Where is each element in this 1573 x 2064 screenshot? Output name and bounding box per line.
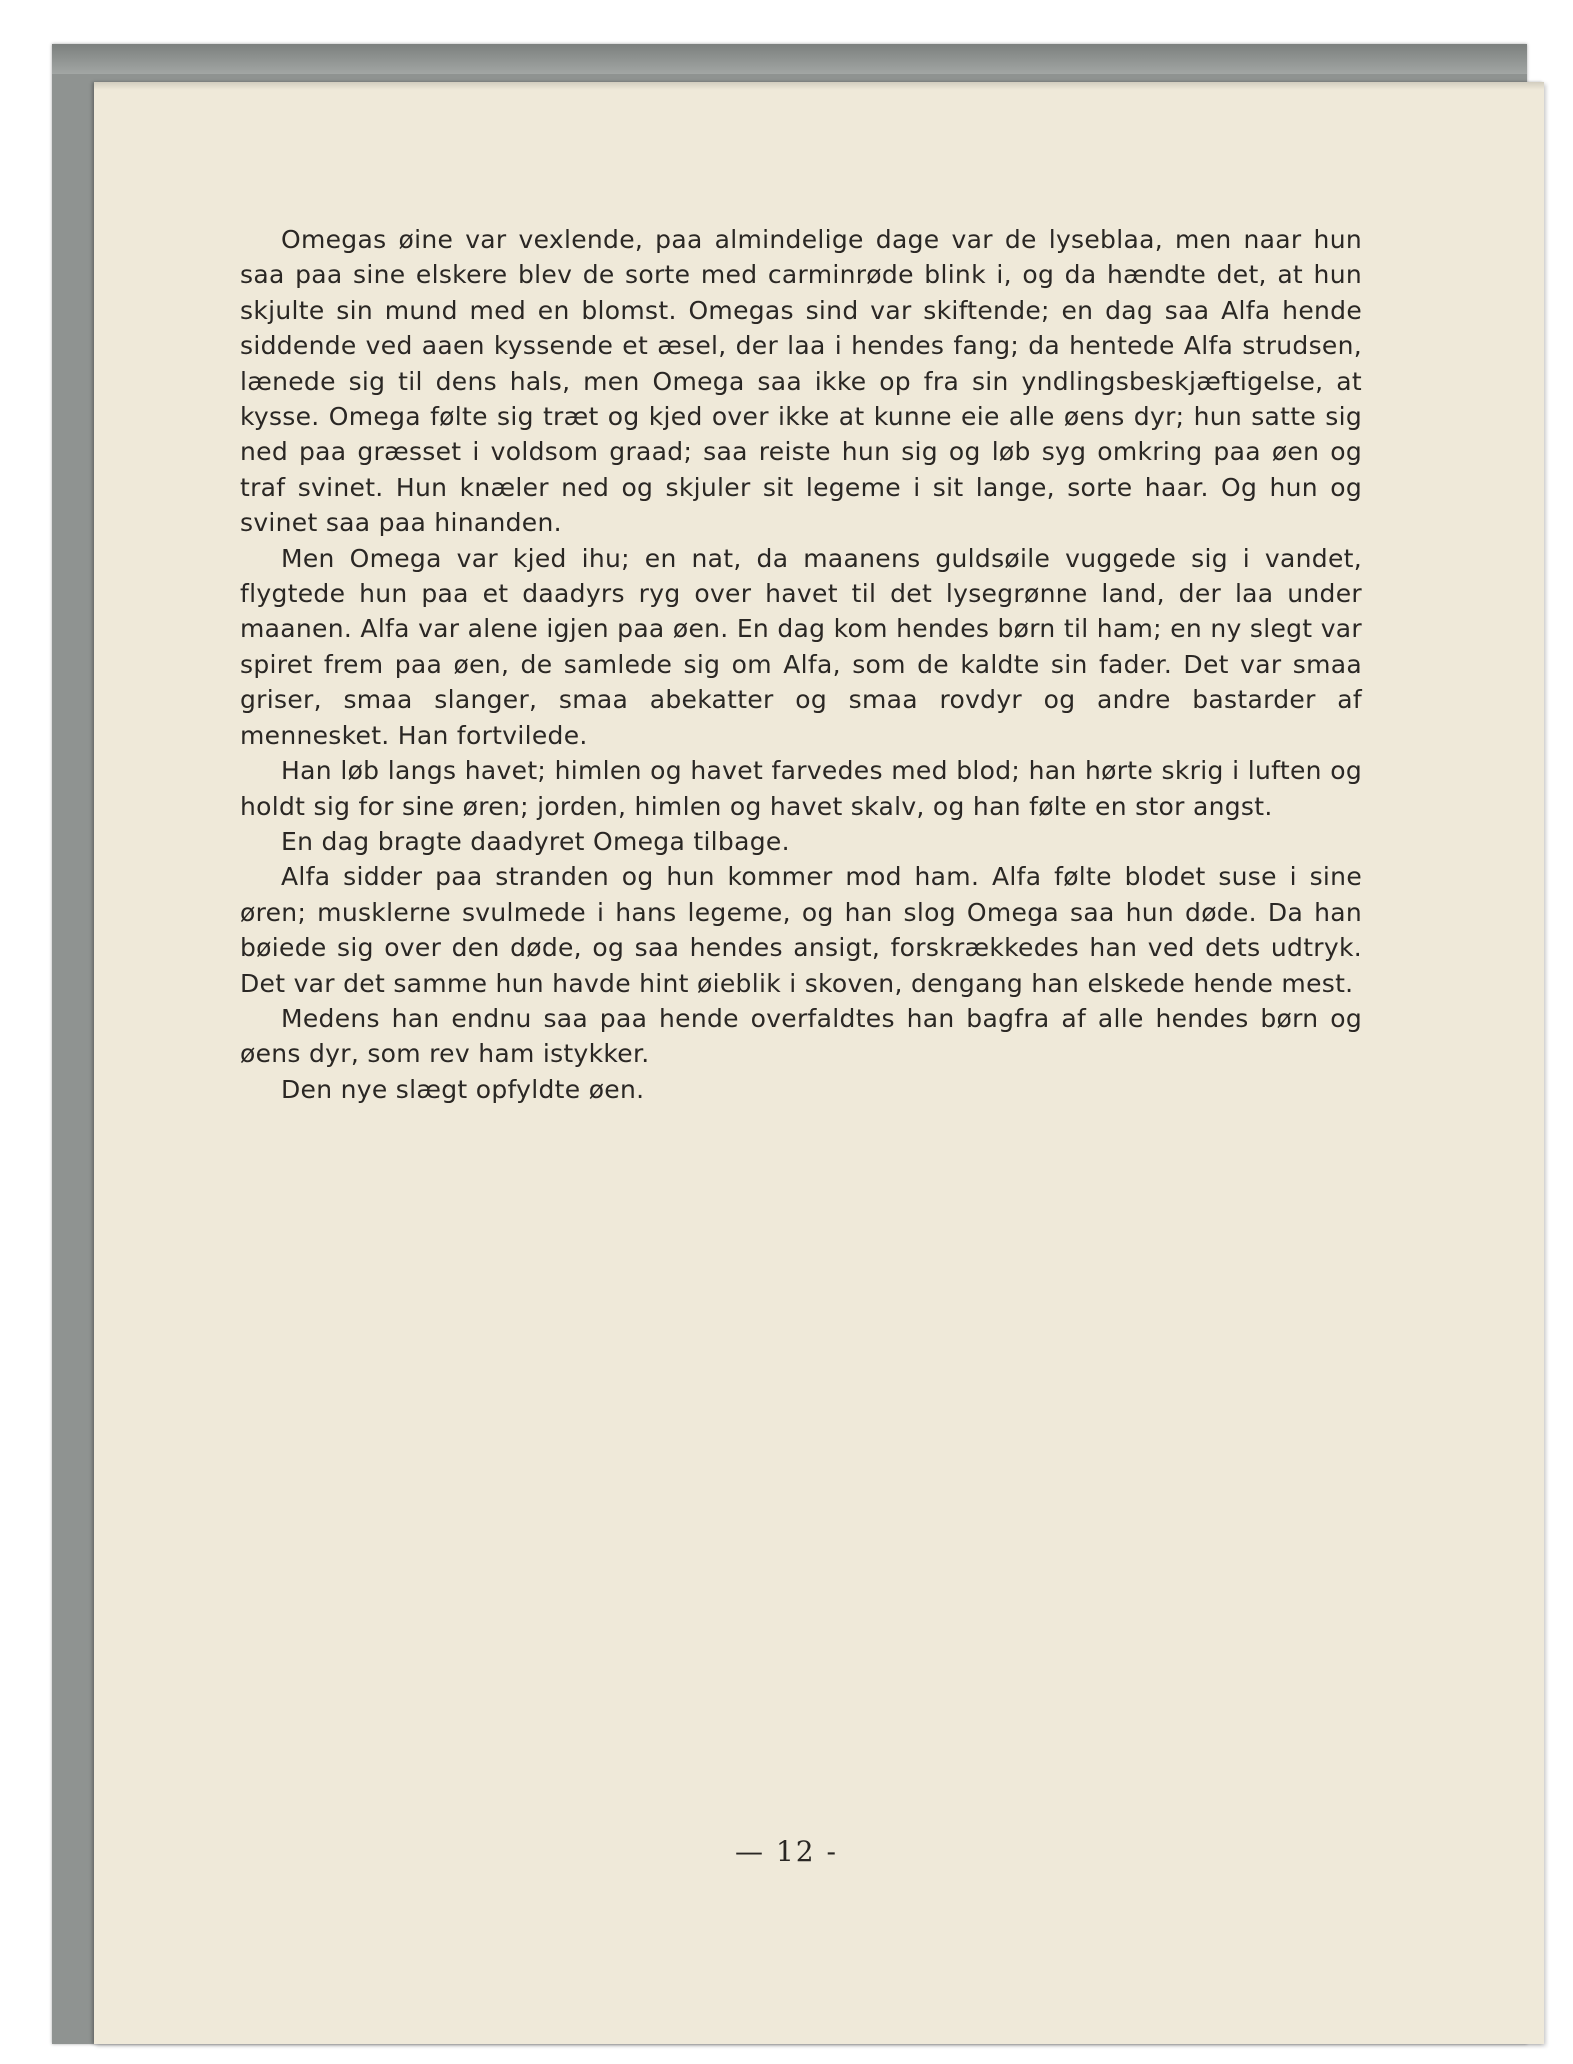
- paragraph-4: En dag bragte daadyret Omega tilbage.: [281, 826, 790, 856]
- paragraph-5: Alfa sidder paa stranden og hun kommer mod ham. Alfa følte blodet suse i sine øren; musklerne svulmede i hans legeme, og han slog Omega saa hun døde. Da han bøiede sig over den døde, og saa hendes ansigt, forskrækkedes han ved dets udtryk. Det var det samme hun havde hint øieblik i skoven, dengang han elskede hende mest.: [240, 862, 1362, 998]
- paragraph-2: Men Omega var kjed ihu; en nat, da maanens guldsøile vuggede sig i vandet, flygtede hun paa et daadyrs ryg over havet til det lysegrønne land, der laa under maanen. Alfa var alene igjen paa øen. En dag kom hendes børn til ham; en ny slegt var spiret frem paa øen, de samlede sig om Alfa, som de kaldte sin fader. Det var smaa griser, smaa slanger, smaa abekatter og smaa rovdyr og andre bastarder af mennesket. Han fortvilede.: [240, 543, 1362, 750]
- paragraph-1: Omegas øine var vexlende, paa almindelige dage var de lyseblaa, men naar hun saa paa sine elskere blev de sorte med carminrøde blink i, og da hændte det, at hun skjulte sin mund med en blomst. Omegas sind var skiftende; en dag saa Alfa hende siddende ved aaen kyssende et æsel, der laa i hendes fang; da hentede Alfa strudsen, lænede sig til dens hals, men Omega saa ikke op fra sin yndlingsbeskjæftigelse, at kysse. Omega følte sig træt og kjed over ikke at kunne eie alle øens dyr; hun satte sig ned paa græsset i voldsom graad; saa reiste hun sig og løb syg omkring paa øen og traf svinet. Hun knæler ned og skjuler sit legeme i sit lange, sorte haar. Og hun og svinet saa paa hinanden.: [240, 225, 1362, 538]
- body-text: [240, 222, 1362, 1107]
- paragraph-6: Medens han endnu saa paa hende overfaldtes han bagfra af alle hendes børn og øens dyr, som rev ham istykker.: [240, 1003, 1362, 1069]
- page-number: — 12 -: [735, 1835, 838, 1868]
- paragraph-3: Han løb langs havet; himlen og havet farvedes med blod; han hørte skrig i luften og holdt sig for sine øren; jorden, himlen og havet skalv, og han følte en stor angst.: [240, 756, 1362, 821]
- paragraph-7: Den nye slægt opfyldte øen.: [281, 1074, 645, 1104]
- cover-top-edge: [52, 44, 1527, 74]
- page-top-shadow: [94, 82, 1544, 90]
